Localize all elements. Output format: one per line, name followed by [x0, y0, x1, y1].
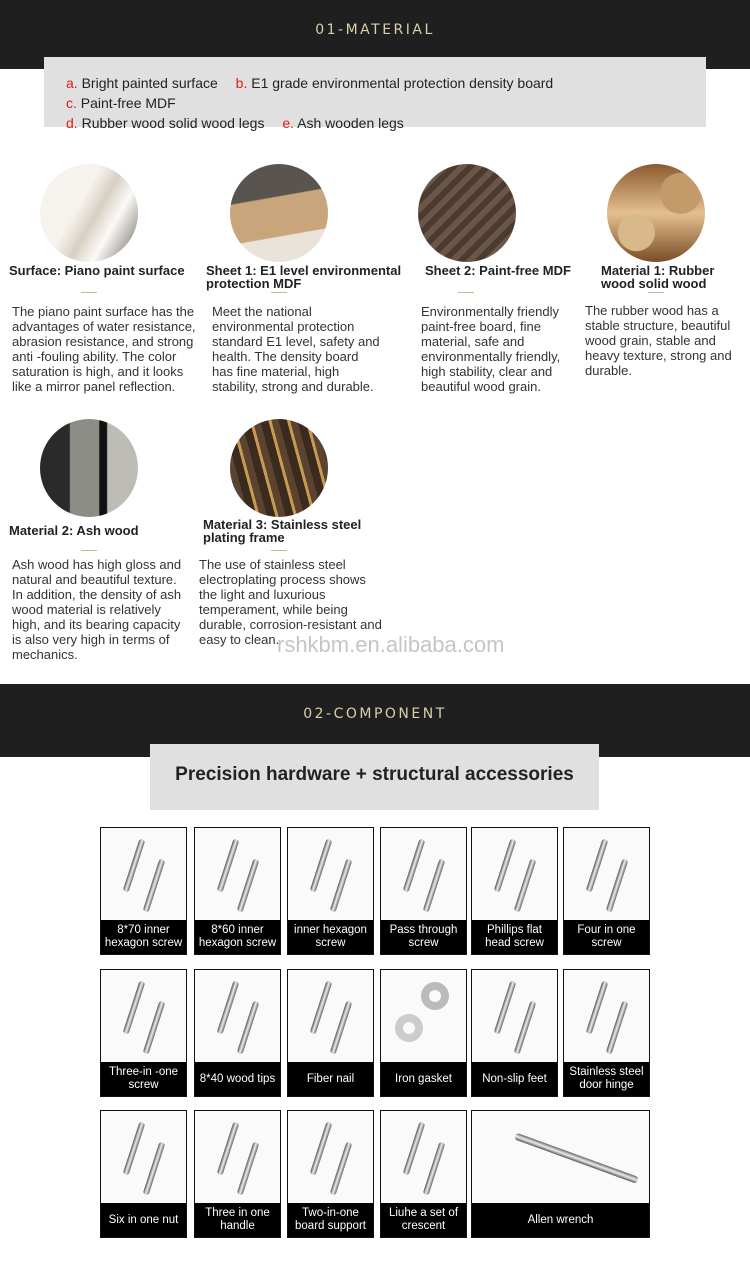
part-card — [287, 827, 374, 955]
part-label: Liuhe a set of crescent — [381, 1203, 466, 1237]
material-desc: Environmentally friendly paint-free board, fine material, safe and environmentally friendly, high stability, clear and beautiful wood grain. — [421, 304, 561, 394]
part-card — [100, 969, 187, 1097]
divider — [81, 550, 97, 551]
legend-item: e. Ash wooden legs — [282, 115, 404, 131]
part-image — [381, 1111, 466, 1203]
part-image — [195, 1111, 280, 1203]
part-image — [472, 970, 557, 1062]
part-label: Iron gasket — [381, 1062, 466, 1096]
divider — [271, 550, 287, 551]
part-card — [563, 969, 650, 1097]
part-label: 8*40 wood tips — [195, 1062, 280, 1096]
part-image — [472, 1111, 649, 1203]
part-card — [471, 1110, 650, 1238]
part-image — [195, 970, 280, 1062]
part-label: Fiber nail — [288, 1062, 373, 1096]
part-label: 8*60 inner hexagon screw — [195, 920, 280, 954]
part-card — [194, 1110, 281, 1238]
part-label: Four in one screw — [564, 920, 649, 954]
part-image — [288, 828, 373, 920]
legend-item: c. Paint-free MDF — [66, 95, 176, 111]
divider — [458, 292, 474, 293]
part-card — [563, 827, 650, 955]
part-image — [288, 1111, 373, 1203]
part-label: Three in one handle — [195, 1203, 280, 1237]
part-image — [101, 970, 186, 1062]
watermark: rshkbm.en.alibaba.com — [277, 632, 505, 657]
ash-wood-image — [40, 419, 138, 517]
legend-item: a. Bright painted surface — [66, 75, 218, 91]
component-section-title: 02-COMPONENT — [303, 706, 447, 722]
part-image — [101, 1111, 186, 1203]
material-title: Sheet 2: Paint-free MDF — [425, 263, 571, 278]
material-title: Sheet 1: E1 level environmental protection MDF — [206, 263, 402, 291]
part-image — [288, 970, 373, 1062]
divider — [271, 292, 287, 293]
part-image — [381, 970, 466, 1062]
part-image — [381, 828, 466, 920]
material-title: Material 1: Rubber wood solid wood — [601, 263, 715, 291]
part-label: Six in one nut — [101, 1203, 186, 1237]
material-desc: Meet the national environmental protection standard E1 level, safety and health. The density board has fine material, high stability, strong and durable. — [212, 304, 380, 394]
legend-item: b. E1 grade environmental protection density board — [235, 75, 554, 91]
piano-paint-image — [40, 164, 138, 262]
part-image — [101, 828, 186, 920]
part-label: Phillips flat head screw — [472, 920, 557, 954]
part-image — [564, 970, 649, 1062]
part-card — [100, 827, 187, 955]
material-desc: Ash wood has high gloss and natural and beautiful texture. In addition, the density of ash wood material is relatively high, and its bearing capacity is also very high in terms of mechanics. — [12, 557, 182, 662]
part-image — [472, 828, 557, 920]
component-subtitle: Precision hardware + structural accessories — [150, 744, 599, 810]
part-card — [100, 1110, 187, 1238]
part-card — [287, 1110, 374, 1238]
part-image — [564, 828, 649, 920]
part-label: 8*70 inner hexagon screw — [101, 920, 186, 954]
part-label: Non-slip feet — [472, 1062, 557, 1096]
part-image — [195, 828, 280, 920]
part-label: Pass through screw — [381, 920, 466, 954]
part-card — [194, 827, 281, 955]
material-title: Material 2: Ash wood — [9, 523, 139, 538]
part-label: Stainless steel door hinge — [564, 1062, 649, 1096]
part-label: inner hexagon screw — [288, 920, 373, 954]
part-label: Two-in-one board support — [288, 1203, 373, 1237]
part-card — [471, 969, 558, 1097]
material-desc: The piano paint surface has the advantages of water resistance, abrasion resistance, and strong anti -fouling ability. The color saturation is high, and it looks like a mirror panel reflection. — [12, 304, 196, 394]
divider — [648, 292, 664, 293]
part-card — [194, 969, 281, 1097]
part-card — [380, 827, 467, 955]
material-desc: The rubber wood has a stable structure, beautiful wood grain, stable and heavy texture, strong and durable. — [585, 303, 732, 378]
part-label: Three-in -one screw — [101, 1062, 186, 1096]
part-card — [380, 969, 467, 1097]
part-card — [380, 1110, 467, 1238]
divider — [81, 292, 97, 293]
part-label: Allen wrench — [472, 1203, 649, 1237]
legend-item: d. Rubber wood solid wood legs — [66, 115, 265, 131]
paint-free-mdf-image — [418, 164, 516, 262]
part-card — [471, 827, 558, 955]
stainless-frame-image — [230, 419, 328, 517]
material-title: Material 3: Stainless steel plating frame — [203, 517, 362, 545]
material-legend — [44, 57, 706, 131]
material-desc: The use of stainless steel electroplating process shows the light and luxurious temperament, while being durable, corrosion-resistant and easy to clean. — [199, 557, 382, 647]
material-title: Surface: Piano paint surface — [9, 263, 185, 278]
rubber-wood-image — [607, 164, 705, 262]
part-card — [287, 969, 374, 1097]
material-section-title: 01-MATERIAL — [315, 22, 435, 38]
e1-mdf-image — [230, 164, 328, 262]
